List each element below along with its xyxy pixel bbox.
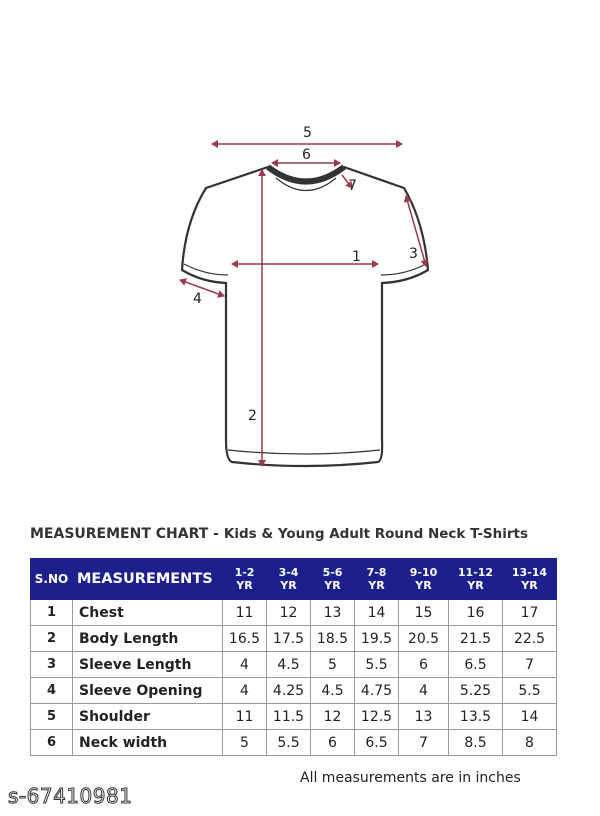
table-cell: 5: [223, 730, 267, 756]
row-index: 5: [31, 704, 73, 730]
chart-title-separator: -: [208, 526, 224, 542]
table-cell: 8: [503, 730, 557, 756]
table-cell: 6: [311, 730, 355, 756]
table-row: [31, 626, 557, 652]
table-cell: 8.5: [449, 730, 503, 756]
measurement-table: [30, 558, 557, 756]
table-cell: 5.5: [503, 678, 557, 704]
row-label: Body Length: [73, 626, 223, 652]
column-header-measurements: MEASUREMENTS: [73, 559, 223, 600]
table-cell: 5.25: [449, 678, 503, 704]
row-index: 6: [31, 730, 73, 756]
table-cell: 12: [267, 600, 311, 626]
label-shoulder: 5: [303, 125, 312, 141]
table-cell: 21.5: [449, 626, 503, 652]
row-label: Shoulder: [73, 704, 223, 730]
table-cell: 6.5: [449, 652, 503, 678]
column-header-age: 11-12 YR: [449, 559, 503, 600]
table-header-row: [31, 559, 557, 600]
row-index: 2: [31, 626, 73, 652]
row-index: 4: [31, 678, 73, 704]
column-header-age: 7-8 YR: [355, 559, 399, 600]
table-row: [31, 600, 557, 626]
table-cell: 19.5: [355, 626, 399, 652]
table-row: [31, 704, 557, 730]
table-row: [31, 678, 557, 704]
product-code-watermark: s-67410981: [8, 784, 133, 808]
column-header-age: 9-10 YR: [399, 559, 449, 600]
table-cell: 4.25: [267, 678, 311, 704]
label-chest: 1: [352, 249, 361, 265]
label-body-length: 2: [248, 408, 257, 424]
table-cell: 17: [503, 600, 557, 626]
table-cell: 12: [311, 704, 355, 730]
label-neck-depth: 7: [348, 178, 357, 194]
table-cell: 11: [223, 704, 267, 730]
table-cell: 13.5: [449, 704, 503, 730]
table-cell: 17.5: [267, 626, 311, 652]
row-label: Sleeve Length: [73, 652, 223, 678]
table-cell: 7: [503, 652, 557, 678]
column-header-age: 3-4 YR: [267, 559, 311, 600]
table-cell: 12.5: [355, 704, 399, 730]
label-sleeve-length: 3: [409, 246, 418, 262]
table-cell: 7: [399, 730, 449, 756]
table-cell: 6.5: [355, 730, 399, 756]
table-cell: 4.5: [267, 652, 311, 678]
table-cell: 5.5: [355, 652, 399, 678]
row-index: 1: [31, 600, 73, 626]
table-cell: 4: [399, 678, 449, 704]
column-header-age: 5-6 YR: [311, 559, 355, 600]
label-neck-width: 6: [302, 147, 311, 163]
units-footnote: All measurements are in inches: [300, 770, 521, 786]
label-sleeve-opening: 4: [193, 291, 202, 307]
tshirt-outline: [182, 167, 428, 466]
table-cell: 11: [223, 600, 267, 626]
table-cell: 4.75: [355, 678, 399, 704]
table-cell: 16.5: [223, 626, 267, 652]
table-row: [31, 652, 557, 678]
table-cell: 5.5: [267, 730, 311, 756]
chart-heading: [30, 526, 590, 542]
table-cell: 14: [503, 704, 557, 730]
table-cell: 11.5: [267, 704, 311, 730]
table-cell: 4: [223, 678, 267, 704]
chart-title: MEASUREMENT CHART: [30, 526, 209, 542]
table-cell: 16: [449, 600, 503, 626]
table-cell: 5: [311, 652, 355, 678]
row-index: 3: [31, 652, 73, 678]
table-cell: 4.5: [311, 678, 355, 704]
table-cell: 4: [223, 652, 267, 678]
row-label: Neck width: [73, 730, 223, 756]
table-cell: 15: [399, 600, 449, 626]
table-cell: 22.5: [503, 626, 557, 652]
table-cell: 13: [399, 704, 449, 730]
table-cell: 18.5: [311, 626, 355, 652]
table-row: [31, 730, 557, 756]
table-cell: 13: [311, 600, 355, 626]
table-cell: 6: [399, 652, 449, 678]
row-label: Sleeve Opening: [73, 678, 223, 704]
chart-subtitle: Kids & Young Adult Round Neck T-Shirts: [223, 526, 529, 542]
column-header-sno: S.NO: [31, 559, 73, 600]
column-header-age: 13-14 YR: [503, 559, 557, 600]
column-header-age: 1-2 YR: [223, 559, 267, 600]
table-cell: 20.5: [399, 626, 449, 652]
table-cell: 14: [355, 600, 399, 626]
row-label: Chest: [73, 600, 223, 626]
